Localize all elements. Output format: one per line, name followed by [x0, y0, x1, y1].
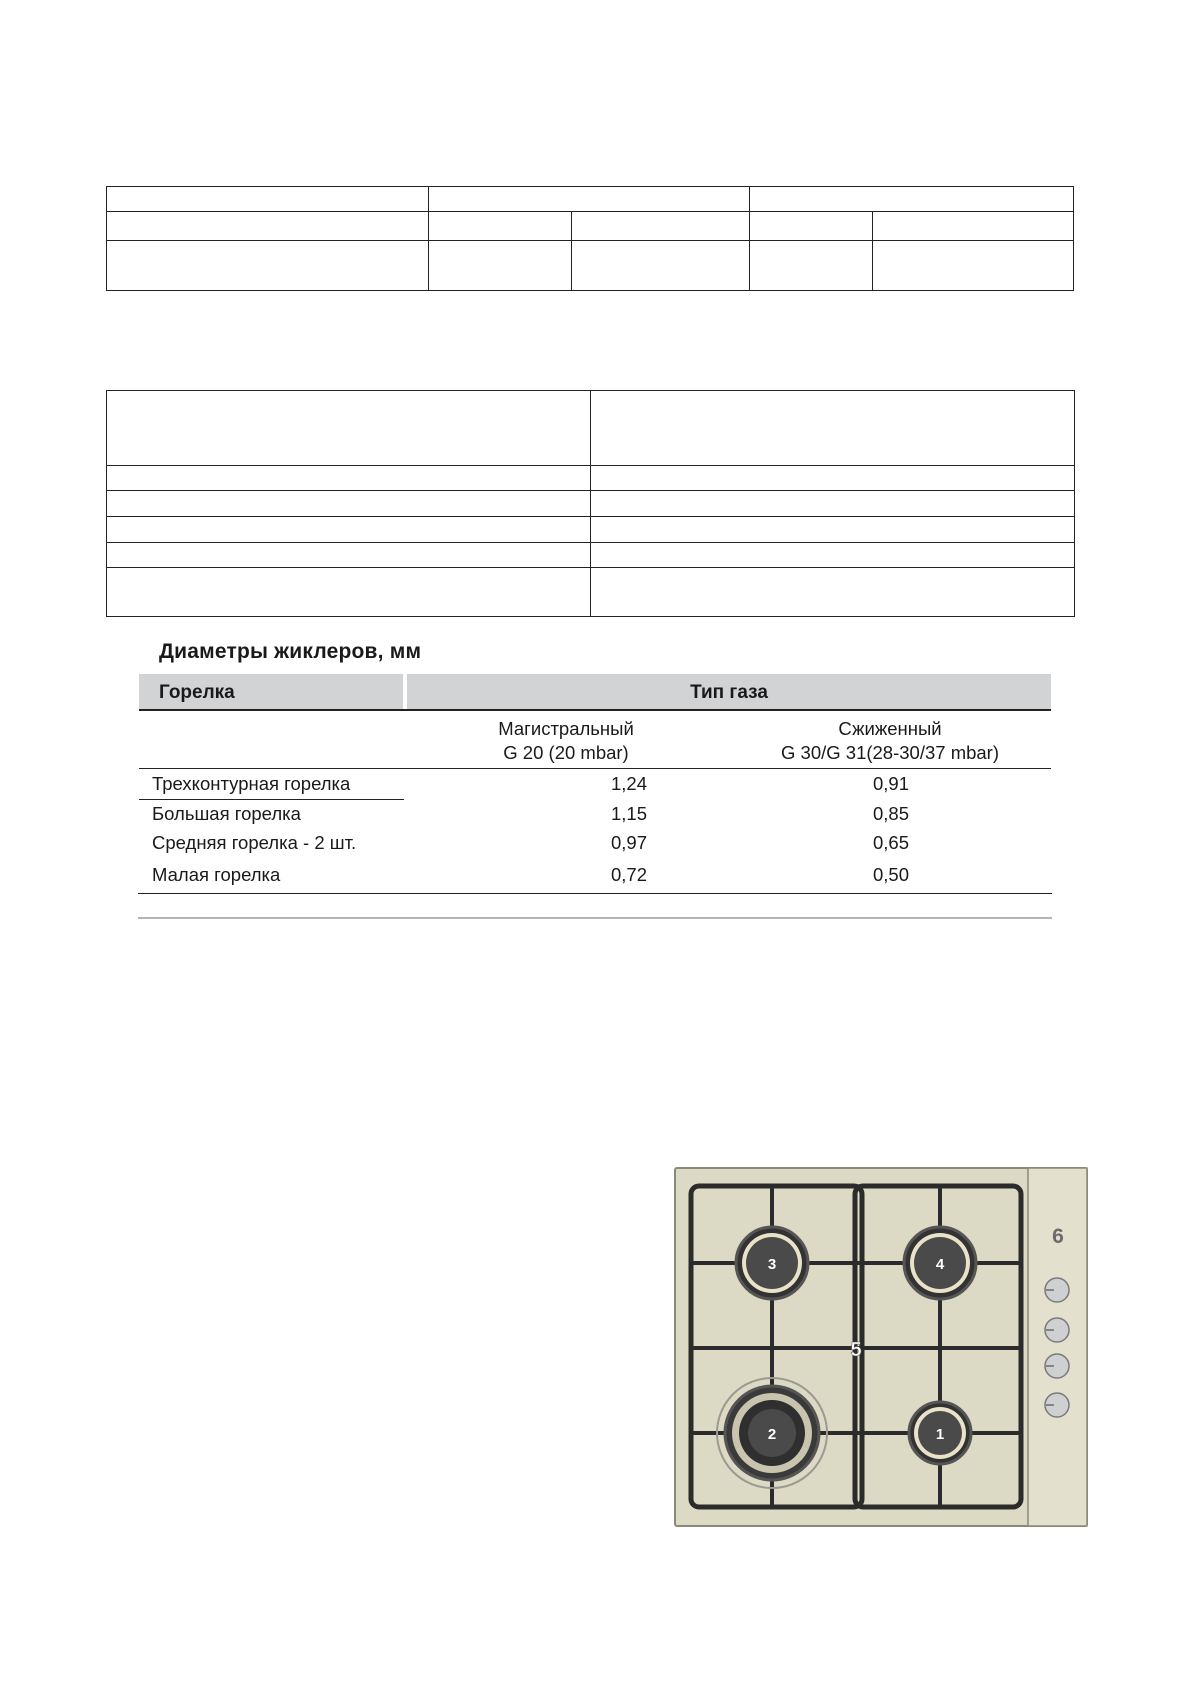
table-row — [139, 801, 1051, 827]
row-main-value: 0,72 — [610, 864, 647, 885]
burner-4 — [904, 1227, 976, 1299]
empty-table-middle — [106, 390, 1075, 617]
row-lpg-value: 0,65 — [872, 832, 909, 853]
table-bottom-rule — [138, 893, 1052, 894]
table-row — [139, 771, 1051, 797]
row-burner-name: Средняя горелка - 2 шт. — [152, 832, 357, 853]
jet-table-title: Диаметры жиклеров, мм — [159, 640, 422, 663]
gas-hob-illustration — [674, 1167, 1088, 1527]
header-burner: Горелка — [159, 682, 235, 703]
subheader-rule — [139, 768, 1051, 769]
burner-1 — [909, 1402, 971, 1464]
control-panel-label: 6 — [1052, 1225, 1064, 1248]
burner-1-label: 1 — [935, 1426, 945, 1443]
row-main-value: 1,24 — [610, 773, 647, 794]
header-gas-type: Тип газа — [690, 682, 768, 703]
burner-2 — [717, 1378, 827, 1488]
burner-4-label: 4 — [935, 1256, 945, 1273]
subheader-lpg-spec: G 30/G 31(28-30/37 mbar) — [781, 742, 999, 763]
empty-table-top — [106, 186, 1074, 291]
burner-3-label: 3 — [767, 1256, 777, 1273]
burner-3 — [736, 1227, 808, 1299]
jet-table-header — [139, 674, 1051, 711]
row-burner-name: Трехконтурная горелка — [152, 773, 351, 794]
subheader-main-gas — [440, 717, 692, 765]
subheader-lpg-name: Сжиженный — [838, 718, 942, 739]
row-underline — [139, 799, 404, 800]
subheader-lpg — [740, 717, 1040, 765]
row-main-value: 1,15 — [610, 803, 647, 824]
row-lpg-value: 0,85 — [872, 803, 909, 824]
row-lpg-value: 0,50 — [872, 864, 909, 885]
grate-label: 5 — [850, 1339, 862, 1361]
control-panel — [1028, 1168, 1087, 1526]
burner-2-label: 2 — [767, 1426, 777, 1443]
row-burner-name: Малая горелка — [152, 864, 281, 885]
subheader-main-gas-name: Магистральный — [498, 718, 634, 739]
subheader-main-gas-spec: G 20 (20 mbar) — [503, 742, 629, 763]
grey-separator — [138, 917, 1052, 919]
row-main-value: 0,97 — [610, 832, 647, 853]
table-row — [139, 862, 1051, 888]
table-row — [139, 830, 1051, 856]
row-lpg-value: 0,91 — [872, 773, 909, 794]
row-burner-name: Большая горелка — [152, 803, 301, 824]
